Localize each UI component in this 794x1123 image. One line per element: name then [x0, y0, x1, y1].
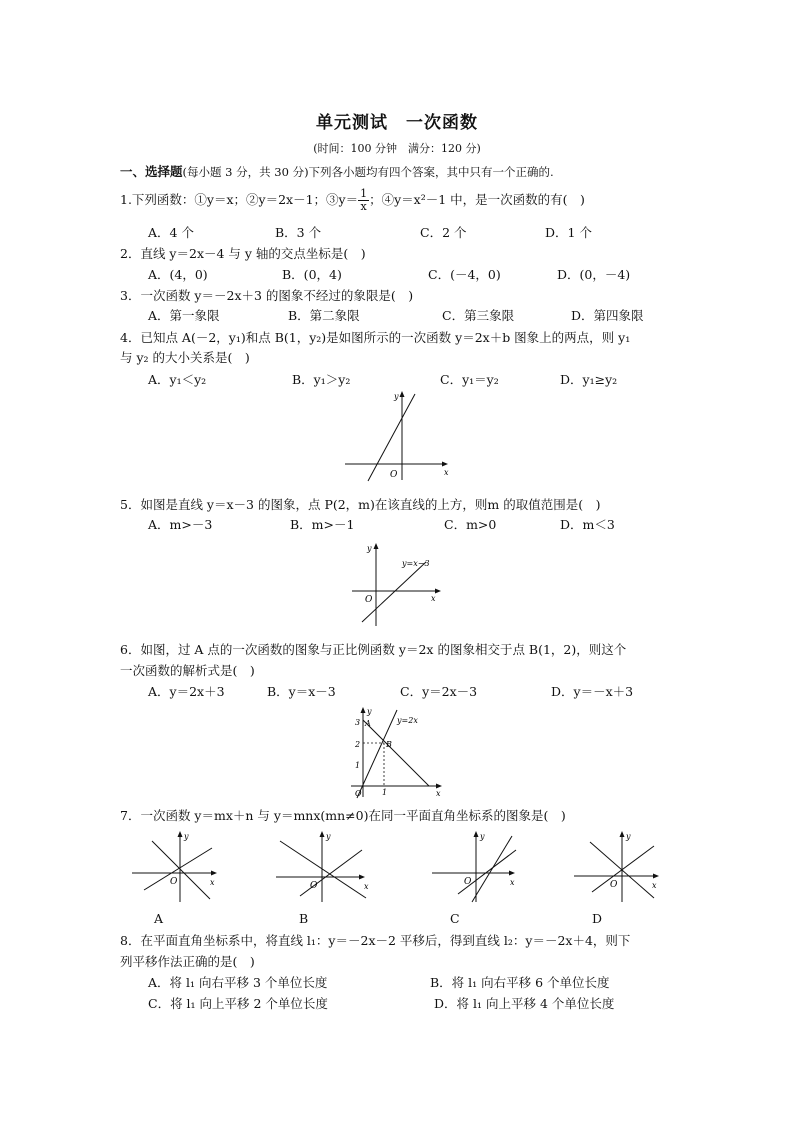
origin-label: O: [464, 877, 472, 887]
x-axis-label: x: [210, 878, 215, 887]
y-axis-label: y: [480, 832, 485, 841]
q6-option-b[interactable]: B．y＝x－3: [267, 684, 336, 699]
x-axis-arrow-icon: [359, 875, 365, 880]
line-through-a-b: [363, 720, 429, 786]
x-axis-label: x: [431, 594, 436, 603]
fraction-denominator: x: [360, 200, 367, 213]
q1-stem-pre: 1.下列函数：①y＝x；②y＝2x－1；③y＝: [120, 192, 359, 207]
x-axis-arrow-icon: [436, 784, 442, 789]
origin-label: O: [355, 789, 362, 798]
origin-label: O: [610, 880, 618, 890]
q5-option-c[interactable]: C．m>0: [444, 517, 497, 532]
x-tick-1: 1: [382, 788, 388, 797]
question-5-stem: 5．如图是直线 y＝x－3 的图象，点 P(2，m)在该直线的上方，则m 的取值范围是( ): [120, 497, 601, 512]
q5-option-a[interactable]: A．m>－3: [148, 517, 213, 532]
y-axis-arrow-icon: [474, 831, 479, 837]
tick-1: 1: [355, 761, 361, 770]
q4-option-d[interactable]: D．y₁≥y₂: [560, 372, 618, 387]
q3-option-a[interactable]: A．第一象限: [148, 308, 220, 323]
function-line: [362, 562, 426, 622]
y-axis-label: y: [367, 707, 372, 716]
line-2: [592, 846, 654, 892]
q7-option-d-label[interactable]: D: [592, 911, 603, 926]
point-a-label: A: [365, 719, 371, 728]
x-axis-label: x: [444, 468, 449, 477]
function-line: [368, 394, 415, 481]
line-1: [152, 841, 210, 899]
q4-option-c[interactable]: C．y₁＝y₂: [440, 372, 499, 387]
origin-label: O: [310, 881, 318, 891]
origin-label: O: [365, 595, 373, 605]
exam-meta: (时间：100 分钟 满分：120 分): [313, 142, 481, 155]
y-axis-arrow-icon: [400, 391, 405, 397]
q5-graph: [350, 538, 445, 630]
question-2-stem: 2．直线 y＝2x－4 与 y 轴的交点坐标是( ): [120, 246, 366, 261]
q6-option-c[interactable]: C．y＝2x－3: [400, 684, 478, 699]
line-1: [472, 836, 512, 902]
x-axis-arrow-icon: [509, 871, 515, 876]
origin-label: O: [170, 877, 178, 887]
q2-option-c[interactable]: C．(－4，0): [428, 267, 501, 282]
q1-option-c[interactable]: C．2 个: [420, 225, 467, 240]
page-title: 单元测试 一次函数: [316, 113, 478, 133]
q4-graph: [340, 388, 455, 483]
section-note: (每小题 3 分，共 30 分)下列各小题均有四个答案，其中只有一个正确的.: [182, 165, 554, 179]
y-axis-arrow-icon: [620, 831, 625, 837]
q5-option-b[interactable]: B．m>－1: [290, 517, 355, 532]
fraction-numerator: 1: [360, 187, 368, 200]
tick-3: 3: [355, 718, 361, 727]
q4-option-b[interactable]: B．y₁＞y₂: [292, 372, 351, 387]
q3-option-c[interactable]: C．第三象限: [442, 308, 515, 323]
line-label: y=2x: [397, 716, 418, 725]
tick-2: 2: [355, 740, 361, 749]
y-axis-label: y: [626, 832, 631, 841]
question-4-stem-line1: 4．已知点 A(－2，y₁)和点 B(1，y₂)是如图所示的一次函数 y＝2x＋b 图象上的两点，则 y₁: [120, 330, 631, 345]
q2-option-a[interactable]: A．(4，0): [148, 267, 208, 282]
y-axis-arrow-icon: [374, 543, 379, 549]
y-axis-arrow-icon: [320, 831, 325, 837]
q6-graph: [343, 702, 448, 800]
q1-stem-post: ；④y＝x²－1 中，是一次函数的有( ): [369, 192, 585, 207]
x-axis-label: x: [510, 878, 515, 887]
x-axis-label: x: [436, 789, 441, 798]
q2-option-b[interactable]: B．(0，4): [282, 267, 342, 282]
point-b-label: B: [386, 740, 392, 749]
q1-option-d[interactable]: D．1 个: [545, 225, 592, 240]
line-2: [144, 848, 212, 890]
q6-option-a[interactable]: A．y＝2x＋3: [148, 684, 225, 699]
q3-option-b[interactable]: B．第二象限: [288, 308, 360, 323]
question-7-stem: 7．一次函数 y＝mx＋n 与 y＝mnx(mn≠0)在同一平面直角坐标系的图象是( ): [120, 808, 566, 823]
question-8-stem-line1: 8．在平面直角坐标系中，将直线 l₁：y＝－2x－2 平移后，得到直线 l₂：y＝－2x＋4，则下: [120, 933, 631, 948]
y-axis-label: y: [394, 392, 399, 401]
q7-graph-c: [430, 826, 526, 904]
question-8-stem-line2: 列平移作法正确的是( ): [120, 954, 255, 969]
q7-graph-a: [130, 826, 226, 904]
line-1: [280, 841, 366, 898]
q1-option-a[interactable]: A．4 个: [148, 225, 194, 240]
question-6-stem-line1: 6．如图，过 A 点的一次函数的图象与正比例函数 y＝2x 的图象相交于点 B(1，2)，则这个: [120, 642, 627, 657]
x-axis-arrow-icon: [442, 462, 448, 467]
x-axis-label: x: [364, 882, 369, 891]
question-6-stem-line2: 一次函数的解析式是( ): [120, 663, 255, 678]
q2-option-d[interactable]: D．(0，－4): [557, 267, 631, 282]
x-axis-arrow-icon: [653, 874, 659, 879]
q8-option-d[interactable]: D．将 l₁ 向上平移 4 个单位长度: [434, 996, 615, 1011]
q7-option-a-label[interactable]: A: [154, 911, 164, 926]
q8-option-b[interactable]: B．将 l₁ 向右平移 6 个单位长度: [430, 975, 610, 990]
q7-option-c-label[interactable]: C: [450, 911, 460, 926]
line-label: y=x−3: [402, 559, 430, 568]
y-axis-arrow-icon: [361, 707, 366, 713]
origin-label: O: [390, 470, 398, 480]
y-axis-arrow-icon: [178, 831, 183, 837]
q4-option-a[interactable]: A．y₁＜y₂: [148, 372, 207, 387]
y-axis-label: y: [326, 832, 331, 841]
section-label: 一、选择题: [120, 164, 183, 179]
question-1-stem: [120, 188, 585, 213]
y-axis-label: y: [184, 832, 189, 841]
q5-option-d[interactable]: D．m＜3: [560, 517, 615, 532]
line-2: [458, 850, 516, 894]
q1-option-b[interactable]: B．3 个: [275, 225, 322, 240]
q7-graph-d: [572, 826, 668, 904]
question-3-stem: 3．一次函数 y＝－2x＋3 的图象不经过的象限是( ): [120, 288, 414, 303]
q8-option-c[interactable]: C．将 l₁ 向上平移 2 个单位长度: [148, 996, 328, 1011]
q6-option-d[interactable]: D．y＝－x＋3: [551, 684, 634, 699]
x-axis-label: x: [652, 881, 657, 890]
q7-option-b-label[interactable]: B: [299, 911, 309, 926]
fraction: [358, 188, 369, 213]
q3-option-d[interactable]: D．第四象限: [571, 308, 644, 323]
q8-option-a[interactable]: A．将 l₁ 向右平移 3 个单位长度: [148, 975, 328, 990]
x-axis-arrow-icon: [211, 871, 217, 876]
y-axis-label: y: [367, 544, 372, 553]
question-4-stem-line2: 与 y₂ 的大小关系是( ): [120, 350, 250, 365]
q7-graph-b: [274, 826, 374, 904]
x-axis-arrow-icon: [435, 589, 441, 594]
section-heading: [120, 162, 554, 180]
